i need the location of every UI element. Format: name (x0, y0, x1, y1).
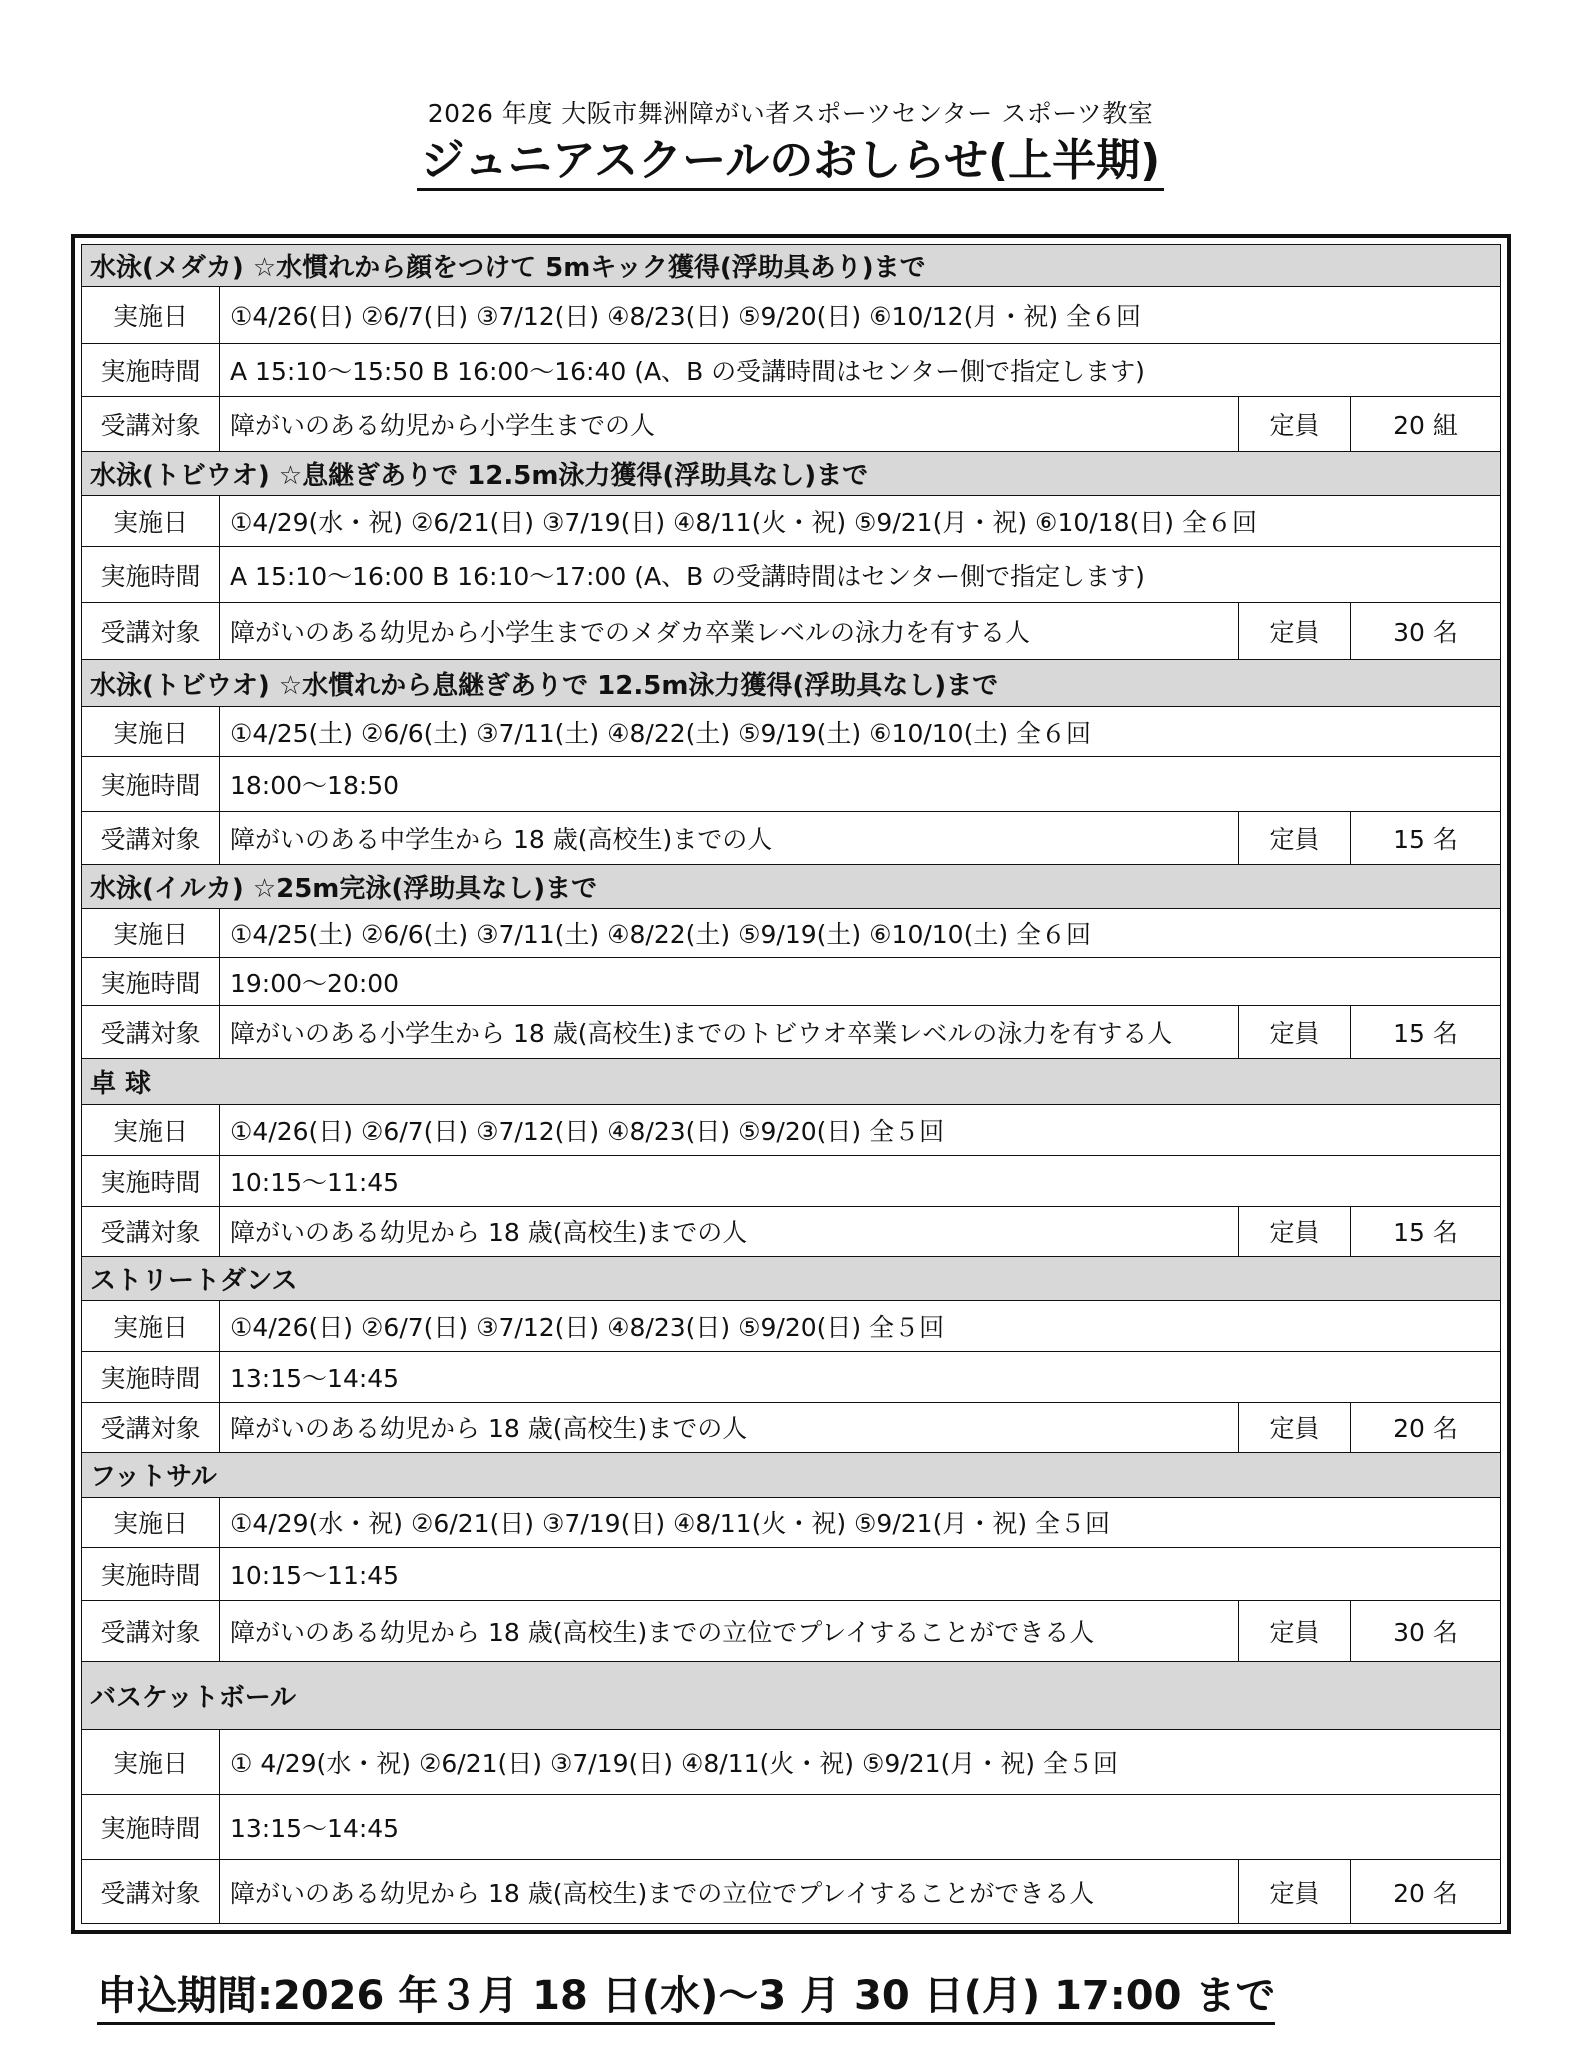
time-row (82, 546, 1501, 603)
time-row (82, 1155, 1501, 1206)
capacity-value: 30 名 (1350, 1600, 1500, 1661)
section-heading: 水泳(トビウオ) ☆水慣れから息継ぎありで 12.5m泳力獲得(浮助具なし)まで (82, 660, 1501, 706)
document-header (0, 96, 1581, 191)
time-value: A 15:10～16:00 B 16:10～17:00 (A、B の受講時間はセンター側で指定します) (220, 546, 1501, 603)
dates-row (82, 495, 1501, 546)
target-value: 障がいのある幼児から小学生までの人 (220, 396, 1239, 451)
section-heading-row (82, 864, 1501, 908)
time-value: A 15:10～15:50 B 16:00～16:40 (A、B の受講時間はセンター側で指定します) (220, 344, 1501, 397)
dates-value: ①4/26(日) ②6/7(日) ③7/12(日) ④8/23(日) ⑤9/20(日) ⑥10/12(月・祝) 全６回 (220, 287, 1501, 344)
target-label: 受講対象 (82, 603, 220, 660)
capacity-label: 定員 (1238, 1600, 1350, 1661)
time-value: 13:15～14:45 (220, 1352, 1501, 1403)
target-row (82, 812, 1501, 865)
dates-row (82, 1729, 1501, 1794)
time-label: 実施時間 (82, 344, 220, 397)
application-deadline: 申込期間:2026 年３月 18 日(水)～3 月 30 日(月) 17:00 まで (97, 1970, 1275, 2025)
time-value: 19:00～20:00 (220, 957, 1501, 1006)
target-label: 受講対象 (82, 1600, 220, 1661)
section-heading-row (82, 660, 1501, 706)
time-label: 実施時間 (82, 1352, 220, 1403)
dates-label: 実施日 (82, 1301, 220, 1352)
target-row (82, 1600, 1501, 1661)
capacity-label: 定員 (1238, 1006, 1350, 1059)
target-value: 障がいのある幼児から 18 歳(高校生)までの人 (220, 1402, 1239, 1453)
section-heading: ストリートダンス (82, 1257, 1501, 1301)
capacity-value: 30 名 (1350, 603, 1500, 660)
capacity-value: 15 名 (1350, 812, 1500, 865)
section-heading: 水泳(トビウオ) ☆息継ぎありで 12.5m泳力獲得(浮助具なし)まで (82, 451, 1501, 495)
target-label: 受講対象 (82, 1006, 220, 1059)
section-heading-row (82, 1662, 1501, 1729)
target-label: 受講対象 (82, 396, 220, 451)
section-heading: バスケットボール (82, 1662, 1501, 1729)
capacity-value: 15 名 (1350, 1206, 1500, 1257)
capacity-value: 20 組 (1350, 396, 1500, 451)
capacity-label: 定員 (1238, 1860, 1350, 1924)
section-heading-row (82, 451, 1501, 495)
time-value: 13:15～14:45 (220, 1794, 1501, 1859)
dates-value: ①4/26(日) ②6/7(日) ③7/12(日) ④8/23(日) ⑤9/20(日) 全５回 (220, 1301, 1501, 1352)
capacity-label: 定員 (1238, 1402, 1350, 1453)
target-value: 障がいのある中学生から 18 歳(高校生)までの人 (220, 812, 1239, 865)
time-value: 10:15～11:45 (220, 1155, 1501, 1206)
dates-row (82, 1105, 1501, 1156)
target-value: 障がいのある小学生から 18 歳(高校生)までのトビウオ卒業レベルの泳力を有する人 (220, 1006, 1239, 1059)
target-row (82, 1006, 1501, 1059)
time-label: 実施時間 (82, 1548, 220, 1601)
time-value: 18:00～18:50 (220, 757, 1501, 812)
dates-value: ①4/25(土) ②6/6(土) ③7/11(土) ④8/22(土) ⑤9/19(土) ⑥10/10(土) 全６回 (220, 909, 1501, 958)
capacity-label: 定員 (1238, 812, 1350, 865)
dates-value: ①4/29(水・祝) ②6/21(日) ③7/19(日) ④8/11(火・祝) ⑤9/21(月・祝) 全５回 (220, 1497, 1501, 1548)
section-heading-row (82, 1453, 1501, 1497)
dates-label: 実施日 (82, 495, 220, 546)
dates-row (82, 706, 1501, 757)
section-heading: 卓 球 (82, 1058, 1501, 1104)
dates-row (82, 1497, 1501, 1548)
capacity-value: 15 名 (1350, 1006, 1500, 1059)
dates-label: 実施日 (82, 1105, 220, 1156)
section-heading: 水泳(イルカ) ☆25m完泳(浮助具なし)まで (82, 864, 1501, 908)
dates-row (82, 287, 1501, 344)
dates-value: ①4/29(水・祝) ②6/21(日) ③7/19(日) ④8/11(火・祝) ⑤9/21(月・祝) ⑥10/18(日) 全６回 (220, 495, 1501, 546)
capacity-value: 20 名 (1350, 1402, 1500, 1453)
section-heading-row (82, 1058, 1501, 1104)
time-value: 10:15～11:45 (220, 1548, 1501, 1601)
capacity-value: 20 名 (1350, 1860, 1500, 1924)
time-row (82, 957, 1501, 1006)
capacity-label: 定員 (1238, 603, 1350, 660)
target-row (82, 603, 1501, 660)
target-row (82, 1860, 1501, 1924)
target-label: 受講対象 (82, 1860, 220, 1924)
target-row (82, 1206, 1501, 1257)
schedule-frame (71, 234, 1511, 1934)
time-label: 実施時間 (82, 1794, 220, 1859)
target-row (82, 396, 1501, 451)
section-heading: 水泳(メダカ) ☆水慣れから顔をつけて 5mキック獲得(浮助具あり)まで (82, 245, 1501, 287)
capacity-label: 定員 (1238, 1206, 1350, 1257)
dates-value: ① 4/29(水・祝) ②6/21(日) ③7/19(日) ④8/11(火・祝) ⑤9/21(月・祝) 全５回 (220, 1729, 1501, 1794)
time-row (82, 344, 1501, 397)
section-heading: フットサル (82, 1453, 1501, 1497)
target-value: 障がいのある幼児から小学生までのメダカ卒業レベルの泳力を有する人 (220, 603, 1239, 660)
target-value: 障がいのある幼児から 18 歳(高校生)までの人 (220, 1206, 1239, 1257)
capacity-label: 定員 (1238, 396, 1350, 451)
time-row (82, 757, 1501, 812)
target-value: 障がいのある幼児から 18 歳(高校生)までの立位でプレイすることができる人 (220, 1600, 1239, 1661)
schedule-table (81, 244, 1501, 1924)
dates-row (82, 1301, 1501, 1352)
dates-label: 実施日 (82, 287, 220, 344)
dates-label: 実施日 (82, 1729, 220, 1794)
dates-value: ①4/26(日) ②6/7(日) ③7/12(日) ④8/23(日) ⑤9/20(日) 全５回 (220, 1105, 1501, 1156)
time-label: 実施時間 (82, 1155, 220, 1206)
target-value: 障がいのある幼児から 18 歳(高校生)までの立位でプレイすることができる人 (220, 1860, 1239, 1924)
time-row (82, 1548, 1501, 1601)
time-label: 実施時間 (82, 757, 220, 812)
dates-label: 実施日 (82, 909, 220, 958)
time-row (82, 1794, 1501, 1859)
dates-label: 実施日 (82, 1497, 220, 1548)
dates-label: 実施日 (82, 706, 220, 757)
document-subtitle: 2026 年度 大阪市舞洲障がい者スポーツセンター スポーツ教室 (427, 99, 1154, 128)
time-label: 実施時間 (82, 546, 220, 603)
document-title: ジュニアスクールのおしらせ(上半期) (417, 134, 1164, 191)
section-heading-row (82, 245, 1501, 287)
time-label: 実施時間 (82, 957, 220, 1006)
target-label: 受講対象 (82, 1206, 220, 1257)
section-heading-row (82, 1257, 1501, 1301)
dates-row (82, 909, 1501, 958)
time-row (82, 1352, 1501, 1403)
target-label: 受講対象 (82, 812, 220, 865)
target-row (82, 1402, 1501, 1453)
dates-value: ①4/25(土) ②6/6(土) ③7/11(土) ④8/22(土) ⑤9/19(土) ⑥10/10(土) 全６回 (220, 706, 1501, 757)
target-label: 受講対象 (82, 1402, 220, 1453)
